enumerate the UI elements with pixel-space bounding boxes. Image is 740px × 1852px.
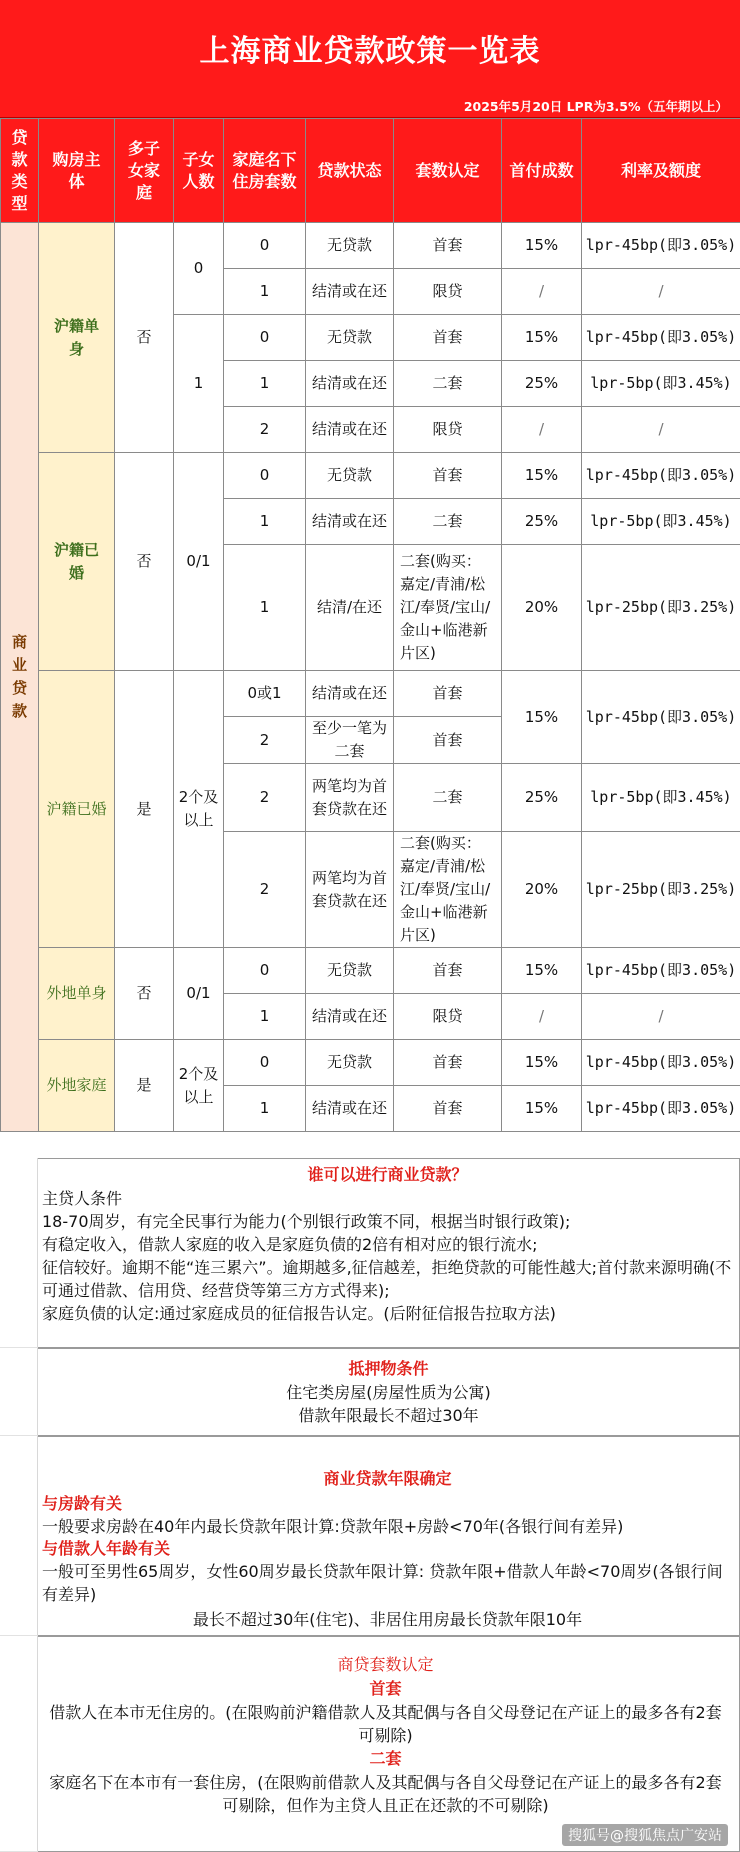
table-row bbox=[1, 671, 740, 717]
column-header: 贷款类型 bbox=[1, 119, 39, 223]
rate-cell: lpr-45bp(即3.05%) bbox=[582, 671, 740, 764]
collateral-line: 住宅类房屋(房屋性质为公寓) bbox=[286, 1383, 491, 1402]
recognition-cell: 二套 bbox=[394, 499, 502, 545]
down-payment-cell: 15% bbox=[502, 671, 582, 764]
status-cell: 无贷款 bbox=[306, 223, 394, 269]
column-header: 利率及额度 bbox=[582, 119, 740, 223]
column-header: 套数认定 bbox=[394, 119, 502, 223]
rate-cell: / bbox=[582, 994, 740, 1040]
rate-cell: / bbox=[582, 269, 740, 315]
buyer-subject-cell: 沪籍已婚 bbox=[39, 453, 115, 671]
multi-child-cell: 是 bbox=[115, 1040, 174, 1132]
recognition-cell: 首套 bbox=[394, 948, 502, 994]
status-cell: 无贷款 bbox=[306, 1040, 394, 1086]
column-header: 家庭名下住房套数 bbox=[224, 119, 306, 223]
houses-cell: 0 bbox=[224, 223, 306, 269]
children-cell: 1 bbox=[174, 315, 224, 453]
houses-cell: 1 bbox=[224, 994, 306, 1040]
second-home-title: 二套 bbox=[369, 1749, 402, 1768]
houses-cell: 0 bbox=[224, 1040, 306, 1086]
down-payment-cell: 20% bbox=[502, 545, 582, 671]
recognition-cell: 限贷 bbox=[394, 407, 502, 453]
down-payment-cell: / bbox=[502, 407, 582, 453]
table-row bbox=[1, 453, 740, 499]
table-row bbox=[1, 948, 740, 994]
rate-cell: lpr-45bp(即3.05%) bbox=[582, 223, 740, 269]
houses-cell: 0 bbox=[224, 453, 306, 499]
status-cell: 结清或在还 bbox=[306, 361, 394, 407]
table-row bbox=[1, 223, 740, 269]
down-payment-cell: 15% bbox=[502, 948, 582, 994]
down-payment-cell: 25% bbox=[502, 499, 582, 545]
multi-child-cell: 否 bbox=[115, 948, 174, 1040]
first-home-title: 首套 bbox=[369, 1679, 402, 1698]
rate-cell: lpr-5bp(即3.45%) bbox=[582, 764, 740, 832]
rate-cell: lpr-5bp(即3.45%) bbox=[582, 361, 740, 407]
down-payment-cell: 25% bbox=[502, 361, 582, 407]
status-cell: 结清或在还 bbox=[306, 1086, 394, 1132]
recognition-cell: 首套 bbox=[394, 1086, 502, 1132]
status-cell: 结清或在还 bbox=[306, 269, 394, 315]
houses-cell: 0或1 bbox=[224, 671, 306, 717]
houses-cell: 2 bbox=[224, 717, 306, 764]
status-cell: 结清或在还 bbox=[306, 671, 394, 717]
info-section bbox=[0, 1158, 740, 1852]
left-gutter bbox=[0, 1158, 38, 1852]
collateral-panel bbox=[38, 1348, 740, 1436]
who-panel bbox=[38, 1158, 740, 1348]
houses-cell: 1 bbox=[224, 499, 306, 545]
first-home-text: 借款人在本市无住房的。(在限购前沪籍借款人及其配偶与各自父母登记在产证上的最多各有2套可剔除) bbox=[49, 1703, 722, 1745]
recognition-cell: 首套 bbox=[394, 315, 502, 361]
down-payment-cell: 15% bbox=[502, 1040, 582, 1086]
status-cell: 结清/在还 bbox=[306, 545, 394, 671]
count-title: 商贷套数认定 bbox=[337, 1655, 434, 1674]
rate-cell: lpr-25bp(即3.25%) bbox=[582, 832, 740, 948]
table-header-row bbox=[1, 119, 740, 223]
term-line: 一般要求房龄在40年内最长贷款年限计算:贷款年限+房龄<70年(各银行间有差异) bbox=[42, 1517, 624, 1536]
rate-cell: lpr-45bp(即3.05%) bbox=[582, 453, 740, 499]
houses-cell: 1 bbox=[224, 361, 306, 407]
multi-child-cell: 否 bbox=[115, 223, 174, 453]
rate-cell: lpr-25bp(即3.25%) bbox=[582, 545, 740, 671]
term-subtitle: 与借款人年龄有关 bbox=[42, 1539, 171, 1558]
recognition-cell: 首套 bbox=[394, 717, 502, 764]
who-line: 征信较好。逾期不能“连三累六”。逾期越多,征信越差，拒绝贷款的可能性越大;首付款来源明确(不可通过借款、信用贷、经营贷等第三方方式得来); bbox=[42, 1258, 732, 1300]
term-subtitle: 与房龄有关 bbox=[42, 1494, 123, 1513]
status-cell: 无贷款 bbox=[306, 315, 394, 361]
count-panel bbox=[38, 1636, 740, 1852]
status-cell: 无贷款 bbox=[306, 948, 394, 994]
houses-cell: 2 bbox=[224, 407, 306, 453]
column-header: 子女人数 bbox=[174, 119, 224, 223]
recognition-cell: 首套 bbox=[394, 671, 502, 717]
who-line: 家庭负债的认定:通过家庭成员的征信报告认定。(后附征信报告拉取方法) bbox=[42, 1304, 556, 1323]
buyer-subject-cell: 沪籍单身 bbox=[39, 223, 115, 453]
recognition-cell: 二套(购买：嘉定/青浦/松江/奉贤/宝山/金山+临港新片区) bbox=[394, 545, 502, 671]
recognition-cell: 二套 bbox=[394, 764, 502, 832]
who-line: 有稳定收入，借款人家庭的收入是家庭负债的2倍有相对应的银行流水; bbox=[42, 1235, 538, 1254]
collateral-line: 借款年限最长不超过30年 bbox=[298, 1406, 479, 1425]
status-cell: 至少一笔为二套 bbox=[306, 717, 394, 764]
watermark: 搜狐号@搜狐焦点广安站 bbox=[562, 1824, 728, 1846]
children-cell: 2个及以上 bbox=[174, 1040, 224, 1132]
column-header: 首付成数 bbox=[502, 119, 582, 223]
multi-child-cell: 否 bbox=[115, 453, 174, 671]
multi-child-cell: 是 bbox=[115, 671, 174, 948]
rate-cell: lpr-45bp(即3.05%) bbox=[582, 948, 740, 994]
column-header: 贷款状态 bbox=[306, 119, 394, 223]
page-title: 上海商业贷款政策一览表 bbox=[199, 34, 541, 69]
buyer-subject-cell: 外地单身 bbox=[39, 948, 115, 1040]
down-payment-cell: 15% bbox=[502, 223, 582, 269]
children-cell: 0/1 bbox=[174, 453, 224, 671]
term-panel bbox=[38, 1436, 740, 1636]
down-payment-cell: 25% bbox=[502, 764, 582, 832]
lpr-note: 2025年5月20日 LPR为3.5%（五年期以上） bbox=[463, 99, 728, 114]
who-line: 主贷人条件 bbox=[42, 1189, 123, 1208]
rate-cell: / bbox=[582, 407, 740, 453]
who-title: 谁可以进行商业贷款？ bbox=[307, 1165, 468, 1184]
houses-cell: 0 bbox=[224, 315, 306, 361]
table-row bbox=[1, 1040, 740, 1086]
term-title: 商业贷款年限确定 bbox=[323, 1469, 452, 1488]
recognition-cell: 二套(购买：嘉定/青浦/松江/奉贤/宝山/金山+临港新片区) bbox=[394, 832, 502, 948]
recognition-cell: 首套 bbox=[394, 223, 502, 269]
rate-cell: lpr-45bp(即3.05%) bbox=[582, 315, 740, 361]
houses-cell: 2 bbox=[224, 832, 306, 948]
recognition-cell: 限贷 bbox=[394, 269, 502, 315]
houses-cell: 0 bbox=[224, 948, 306, 994]
rate-cell: lpr-45bp(即3.05%) bbox=[582, 1086, 740, 1132]
down-payment-cell: 15% bbox=[502, 315, 582, 361]
houses-cell: 2 bbox=[224, 764, 306, 832]
column-header: 购房主体 bbox=[39, 119, 115, 223]
children-cell: 0 bbox=[174, 223, 224, 315]
down-payment-cell: 20% bbox=[502, 832, 582, 948]
recognition-cell: 首套 bbox=[394, 453, 502, 499]
buyer-subject-cell: 外地家庭 bbox=[39, 1040, 115, 1132]
recognition-cell: 限贷 bbox=[394, 994, 502, 1040]
houses-cell: 1 bbox=[224, 1086, 306, 1132]
status-cell: 两笔均为首套贷款在还 bbox=[306, 764, 394, 832]
term-line: 一般可至男性65周岁，女性60周岁最长贷款年限计算: 贷款年限+借款人年龄<70周岁(各银行间有差异) bbox=[42, 1562, 723, 1604]
status-cell: 结清或在还 bbox=[306, 407, 394, 453]
recognition-cell: 首套 bbox=[394, 1040, 502, 1086]
column-header: 多子女家庭 bbox=[115, 119, 174, 223]
buyer-subject-cell: 沪籍已婚 bbox=[39, 671, 115, 948]
status-cell: 结清或在还 bbox=[306, 994, 394, 1040]
status-cell: 两笔均为首套贷款在还 bbox=[306, 832, 394, 948]
second-home-text: 家庭名下在本市有一套住房，(在限购前借款人及其配偶与各自父母登记在产证上的最多各有2套可剔除，但作为主贷人且正在还款的不可剔除) bbox=[49, 1773, 722, 1815]
houses-cell: 1 bbox=[224, 269, 306, 315]
rate-cell: lpr-45bp(即3.05%) bbox=[582, 1040, 740, 1086]
who-line: 18-70周岁，有完全民事行为能力(个别银行政策不同，根据当时银行政策); bbox=[42, 1212, 571, 1231]
status-cell: 无贷款 bbox=[306, 453, 394, 499]
children-cell: 2个及以上 bbox=[174, 671, 224, 948]
term-line: 最长不超过30年(住宅)、非居住用房最长贷款年限10年 bbox=[192, 1610, 583, 1629]
houses-cell: 1 bbox=[224, 545, 306, 671]
status-cell: 结清或在还 bbox=[306, 499, 394, 545]
rate-cell: lpr-5bp(即3.45%) bbox=[582, 499, 740, 545]
down-payment-cell: 15% bbox=[502, 453, 582, 499]
collateral-title: 抵押物条件 bbox=[348, 1359, 429, 1378]
children-cell: 0/1 bbox=[174, 948, 224, 1040]
header-banner bbox=[0, 0, 740, 118]
policy-table bbox=[0, 118, 740, 1132]
down-payment-cell: / bbox=[502, 269, 582, 315]
loan-type-cell: 商业贷款 bbox=[1, 223, 39, 1132]
down-payment-cell: / bbox=[502, 994, 582, 1040]
recognition-cell: 二套 bbox=[394, 361, 502, 407]
down-payment-cell: 15% bbox=[502, 1086, 582, 1132]
